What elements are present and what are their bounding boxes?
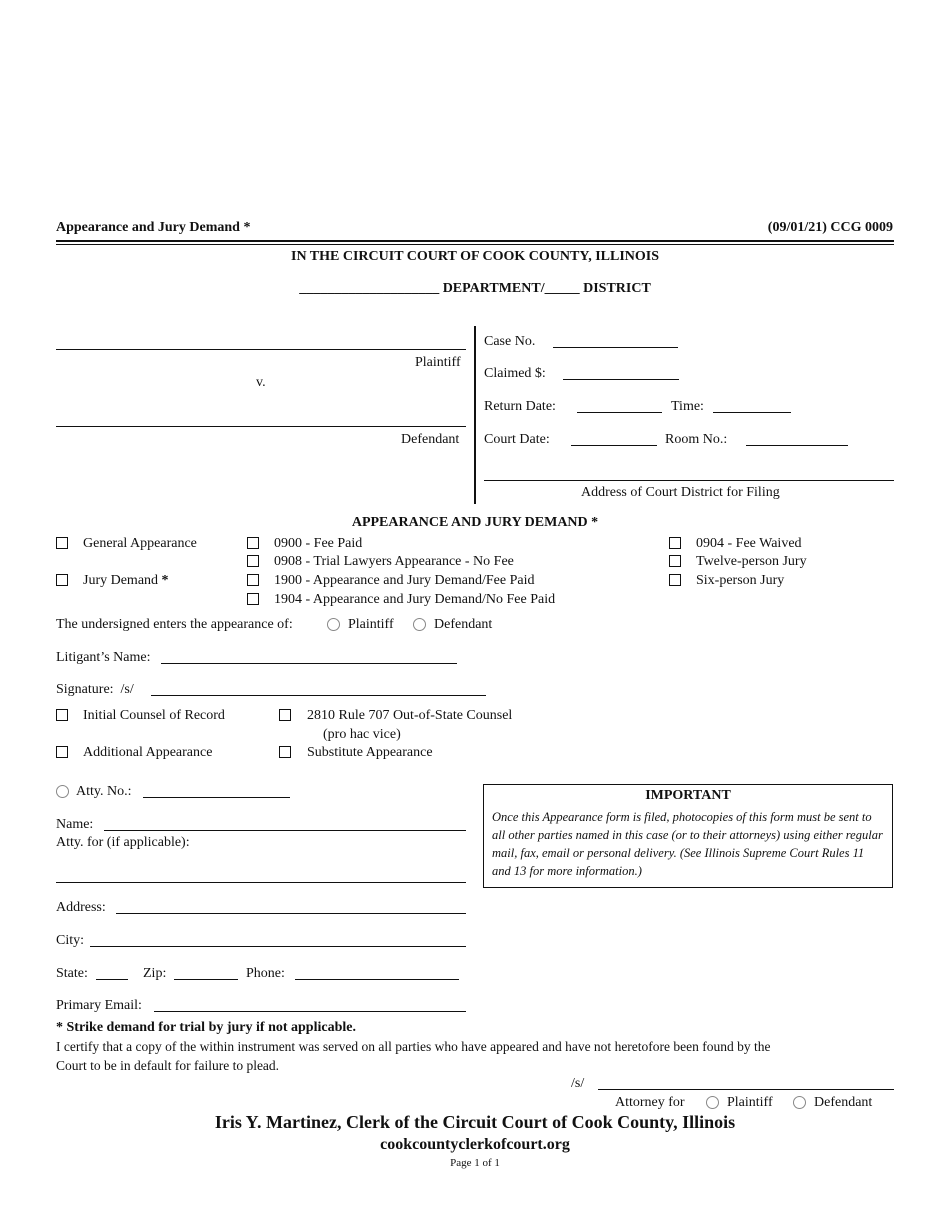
- form-code: (09/01/21) CCG 0009: [767, 220, 893, 235]
- pro-hac-vice-label: (pro hac vice): [323, 727, 401, 742]
- substitute-appearance-checkbox[interactable]: [279, 746, 291, 758]
- appearance-of-label: The undersigned enters the appearance of:: [56, 617, 293, 632]
- versus-label: v.: [256, 375, 266, 390]
- return-date-label: Return Date:: [484, 399, 556, 414]
- rule-707-label: 2810 Rule 707 Out-of-State Counsel: [307, 708, 513, 723]
- initial-counsel-checkbox[interactable]: [56, 709, 68, 721]
- state-label: State:: [56, 966, 88, 981]
- twelve-jury-label: Twelve-person Jury: [696, 554, 807, 569]
- city-field[interactable]: [90, 946, 466, 947]
- fee-1904-checkbox[interactable]: [247, 593, 259, 605]
- phone-field[interactable]: [295, 979, 459, 980]
- court-address-field[interactable]: [484, 480, 894, 481]
- court-address-caption: Address of Court District for Filing: [581, 485, 780, 500]
- plaintiff-name-line[interactable]: [56, 349, 466, 350]
- attorney-for-label: Attorney for: [615, 1095, 685, 1110]
- form-title: Appearance and Jury Demand *: [56, 220, 251, 235]
- email-field[interactable]: [154, 1011, 466, 1012]
- substitute-appearance-label: Substitute Appearance: [307, 745, 433, 760]
- six-jury-checkbox[interactable]: [669, 574, 681, 586]
- page-number: Page 1 of 1: [450, 1157, 500, 1169]
- litigant-name-field[interactable]: [161, 663, 457, 664]
- rule-707-checkbox[interactable]: [279, 709, 291, 721]
- footer-signature-field[interactable]: [598, 1089, 894, 1090]
- claimed-field[interactable]: [563, 379, 679, 380]
- address-field[interactable]: [116, 913, 466, 914]
- atty-for-field[interactable]: [56, 882, 466, 883]
- appearance-defendant-radio[interactable]: [413, 618, 426, 631]
- case-no-field[interactable]: [553, 347, 678, 348]
- court-title: IN THE CIRCUIT COURT OF COOK COUNTY, ILLINOIS: [291, 249, 659, 264]
- additional-appearance-label: Additional Appearance: [83, 745, 213, 760]
- zip-label: Zip:: [143, 966, 167, 981]
- case-no-label: Case No.: [484, 334, 536, 349]
- fee-1904-label: 1904 - Appearance and Jury Demand/No Fee Paid: [274, 592, 556, 607]
- appearance-plaintiff-label: Plaintiff: [348, 617, 394, 632]
- time-label: Time:: [671, 399, 704, 414]
- return-date-field[interactable]: [577, 412, 662, 413]
- signature-label: Signature: /s/: [56, 682, 134, 697]
- defendant-name-line[interactable]: [56, 426, 466, 427]
- initial-counsel-label: Initial Counsel of Record: [83, 708, 225, 723]
- time-field[interactable]: [713, 412, 791, 413]
- twelve-jury-checkbox[interactable]: [669, 555, 681, 567]
- signature-field[interactable]: [151, 695, 486, 696]
- header-rule-thin: [56, 244, 894, 245]
- appearance-defendant-label: Defendant: [434, 617, 493, 632]
- important-box: [483, 784, 893, 888]
- appearance-plaintiff-radio[interactable]: [327, 618, 340, 631]
- atty-for-label: Atty. for (if applicable):: [56, 835, 190, 850]
- clerk-website[interactable]: cookcountyclerkofcourt.org: [380, 1136, 570, 1153]
- room-no-label: Room No.:: [665, 432, 728, 447]
- strike-note: * Strike demand for trial by jury if not applicable.: [56, 1020, 356, 1035]
- jury-demand-label: Jury Demand *: [83, 573, 169, 588]
- atty-no-radio[interactable]: [56, 785, 69, 798]
- fee-0900-label: 0900 - Fee Paid: [274, 536, 363, 551]
- clerk-line: Iris Y. Martinez, Clerk of the Circuit Court of Cook County, Illinois: [214, 1112, 736, 1132]
- fee-0908-label: 0908 - Trial Lawyers Appearance - No Fee: [274, 554, 514, 569]
- fee-0904-label: 0904 - Fee Waived: [696, 536, 802, 551]
- attorney-for-plaintiff-label: Plaintiff: [727, 1095, 773, 1110]
- atty-name-field[interactable]: [104, 830, 466, 831]
- general-appearance-checkbox[interactable]: [56, 537, 68, 549]
- atty-name-label: Name:: [56, 817, 94, 832]
- additional-appearance-checkbox[interactable]: [56, 746, 68, 758]
- fee-0904-checkbox[interactable]: [669, 537, 681, 549]
- zip-field[interactable]: [174, 979, 238, 980]
- caption-divider: [474, 326, 476, 504]
- certify-line-1: I certify that a copy of the within instrument was served on all parties who have appeared and have not heretofore been found by the: [56, 1039, 771, 1054]
- attorney-for-defendant-radio[interactable]: [793, 1096, 806, 1109]
- claimed-label: Claimed $:: [484, 366, 546, 381]
- atty-no-field[interactable]: [143, 797, 290, 798]
- important-title: IMPORTANT: [645, 788, 731, 803]
- court-date-label: Court Date:: [484, 432, 550, 447]
- six-jury-label: Six-person Jury: [696, 573, 785, 588]
- atty-no-label: Atty. No.:: [76, 784, 132, 799]
- room-no-field[interactable]: [746, 445, 848, 446]
- state-field[interactable]: [96, 979, 128, 980]
- fee-0908-checkbox[interactable]: [247, 555, 259, 567]
- fee-1900-label: 1900 - Appearance and Jury Demand/Fee Paid: [274, 573, 535, 588]
- attorney-for-plaintiff-radio[interactable]: [706, 1096, 719, 1109]
- header-rule: [56, 240, 894, 242]
- plaintiff-label: Plaintiff: [415, 355, 461, 370]
- city-label: City:: [56, 933, 85, 948]
- section-title: APPEARANCE AND JURY DEMAND *: [351, 515, 599, 530]
- footer-sig-prefix: /s/: [571, 1076, 585, 1091]
- attorney-for-defendant-label: Defendant: [814, 1095, 873, 1110]
- jury-demand-star: *: [161, 573, 169, 588]
- fee-0900-checkbox[interactable]: [247, 537, 259, 549]
- address-label: Address:: [56, 900, 106, 915]
- court-date-field[interactable]: [571, 445, 657, 446]
- phone-label: Phone:: [246, 966, 285, 981]
- general-appearance-label: General Appearance: [83, 536, 197, 551]
- jury-demand-checkbox[interactable]: [56, 574, 68, 586]
- certify-line-2: Court to be in default for failure to plead.: [56, 1058, 280, 1073]
- department-line[interactable]: ____________________ DEPARTMENT/_____ DISTRICT: [299, 281, 651, 296]
- important-text: Once this Appearance form is filed, photocopies of this form must be sent to all other parties named in this case (or to their attorneys) using either regular mail, fax, email or personal delivery. (See Illinois Supreme Court Rules 11 and 13 for more information.): [492, 810, 883, 878]
- email-label: Primary Email:: [56, 998, 142, 1013]
- defendant-label: Defendant: [401, 432, 460, 447]
- fee-1900-checkbox[interactable]: [247, 574, 259, 586]
- litigant-name-label: Litigant’s Name:: [56, 650, 151, 665]
